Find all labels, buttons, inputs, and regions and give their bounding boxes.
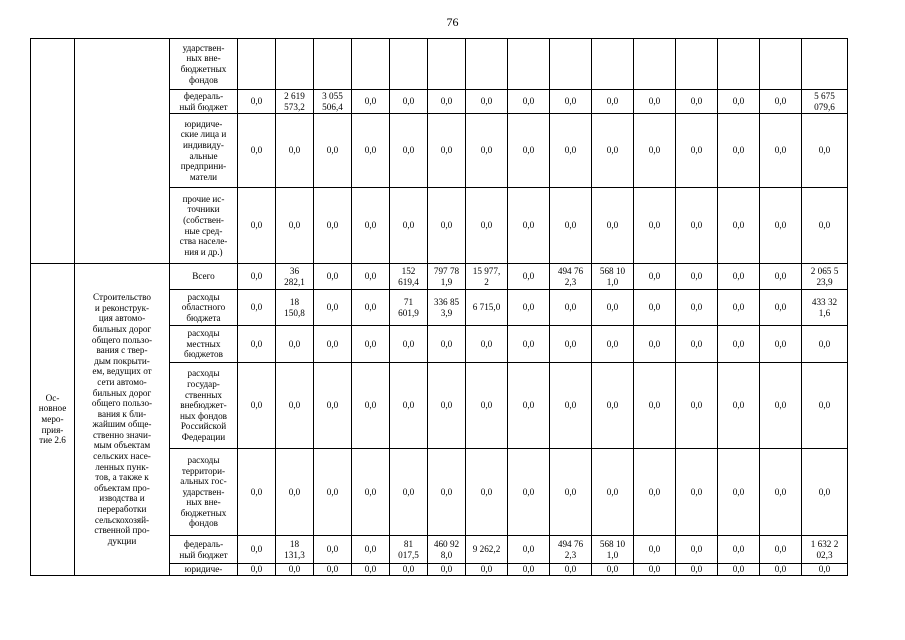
funding-source-cell: федераль- ный бюджет xyxy=(170,90,238,114)
value-cell: 0,0 xyxy=(428,449,466,536)
value-cell: 0,0 xyxy=(634,326,676,363)
value-cell: 0,0 xyxy=(428,90,466,114)
value-cell: 0,0 xyxy=(390,326,428,363)
value-cell: 0,0 xyxy=(466,114,508,188)
value-cell xyxy=(276,39,314,90)
value-cell: 0,0 xyxy=(390,449,428,536)
value-cell: 0,0 xyxy=(390,188,428,264)
value-cell: 568 10 1,0 xyxy=(592,264,634,290)
value-cell: 0,0 xyxy=(238,188,276,264)
value-cell: 0,0 xyxy=(718,326,760,363)
value-cell: 0,0 xyxy=(238,449,276,536)
value-cell: 0,0 xyxy=(390,90,428,114)
value-cell: 0,0 xyxy=(314,326,352,363)
value-cell: 0,0 xyxy=(314,536,352,564)
value-cell: 0,0 xyxy=(550,290,592,326)
value-cell: 0,0 xyxy=(634,290,676,326)
value-cell: 0,0 xyxy=(466,564,508,576)
value-cell: 0,0 xyxy=(760,449,802,536)
value-cell: 2 619 573,2 xyxy=(276,90,314,114)
value-cell: 0,0 xyxy=(352,326,390,363)
value-cell: 0,0 xyxy=(592,290,634,326)
page-number: 76 xyxy=(446,15,459,29)
value-cell: 6 715,0 xyxy=(466,290,508,326)
value-cell: 0,0 xyxy=(428,363,466,449)
value-cell: 0,0 xyxy=(676,564,718,576)
value-cell: 0,0 xyxy=(802,114,848,188)
value-cell: 0,0 xyxy=(634,449,676,536)
value-cell: 0,0 xyxy=(508,264,550,290)
value-cell: 18 150,8 xyxy=(276,290,314,326)
value-cell: 0,0 xyxy=(718,264,760,290)
value-cell: 0,0 xyxy=(314,564,352,576)
funding-source-cell: юридиче- xyxy=(170,564,238,576)
value-cell xyxy=(238,39,276,90)
value-cell: 0,0 xyxy=(352,264,390,290)
value-cell: 2 065 5 23,9 xyxy=(802,264,848,290)
value-cell xyxy=(592,39,634,90)
value-cell: 0,0 xyxy=(802,564,848,576)
value-cell: 0,0 xyxy=(550,449,592,536)
value-cell: 0,0 xyxy=(352,188,390,264)
value-cell: 81 017,5 xyxy=(390,536,428,564)
funding-source-cell: Всего xyxy=(170,264,238,290)
value-cell: 0,0 xyxy=(634,264,676,290)
value-cell: 9 262,2 xyxy=(466,536,508,564)
value-cell: 0,0 xyxy=(352,536,390,564)
value-cell: 336 85 3,9 xyxy=(428,290,466,326)
value-cell: 0,0 xyxy=(428,114,466,188)
value-cell: 494 76 2,3 xyxy=(550,536,592,564)
value-cell: 0,0 xyxy=(508,188,550,264)
value-cell: 0,0 xyxy=(718,449,760,536)
value-cell: 0,0 xyxy=(428,188,466,264)
value-cell: 152 619,4 xyxy=(390,264,428,290)
value-cell: 36 282,1 xyxy=(276,264,314,290)
value-cell: 0,0 xyxy=(550,90,592,114)
value-cell: 0,0 xyxy=(508,564,550,576)
value-cell: 0,0 xyxy=(238,264,276,290)
value-cell: 0,0 xyxy=(550,363,592,449)
event-description-cell: Строительство и реконструк- ция автомо- бильных дорог общего пользо- вания с твер- дым покрыти- ем, ведущих от сети автомо- бильных дорог общего пользо- вания к бли- жайшим обще- ственно значи- мым объектам сельских насе- ленных пунк- тов, а также к объектам про- изводства и переработки сельскохозяй- ственной про- дукции xyxy=(75,264,170,576)
value-cell: 0,0 xyxy=(428,564,466,576)
value-cell: 0,0 xyxy=(352,363,390,449)
funding-source-cell: федераль- ный бюджет xyxy=(170,536,238,564)
value-cell: 0,0 xyxy=(314,188,352,264)
value-cell xyxy=(760,39,802,90)
value-cell: 0,0 xyxy=(314,114,352,188)
value-cell: 0,0 xyxy=(676,90,718,114)
value-cell: 0,0 xyxy=(760,290,802,326)
value-cell: 0,0 xyxy=(352,90,390,114)
value-cell: 0,0 xyxy=(276,363,314,449)
table-row xyxy=(31,264,848,290)
value-cell: 0,0 xyxy=(550,326,592,363)
value-cell: 0,0 xyxy=(676,536,718,564)
value-cell: 0,0 xyxy=(592,114,634,188)
funding-source-cell: расходы областного бюджета xyxy=(170,290,238,326)
value-cell: 0,0 xyxy=(352,290,390,326)
value-cell: 0,0 xyxy=(718,290,760,326)
value-cell: 0,0 xyxy=(390,114,428,188)
value-cell: 0,0 xyxy=(760,536,802,564)
value-cell: 0,0 xyxy=(550,114,592,188)
value-cell: 0,0 xyxy=(466,449,508,536)
value-cell: 0,0 xyxy=(276,326,314,363)
value-cell: 0,0 xyxy=(802,449,848,536)
value-cell: 0,0 xyxy=(760,326,802,363)
value-cell: 0,0 xyxy=(238,114,276,188)
value-cell xyxy=(508,39,550,90)
value-cell xyxy=(718,39,760,90)
value-cell: 0,0 xyxy=(760,564,802,576)
budget-table xyxy=(30,38,848,576)
value-cell: 0,0 xyxy=(760,264,802,290)
value-cell xyxy=(676,39,718,90)
value-cell xyxy=(634,39,676,90)
value-cell: 0,0 xyxy=(314,363,352,449)
value-cell: 3 055 506,4 xyxy=(314,90,352,114)
event-cell xyxy=(31,39,75,264)
value-cell: 0,0 xyxy=(466,363,508,449)
value-cell xyxy=(428,39,466,90)
value-cell: 0,0 xyxy=(676,264,718,290)
value-cell: 0,0 xyxy=(760,114,802,188)
funding-source-cell: расходы государ- ственных внебюджет- ных фондов Российской Федерации xyxy=(170,363,238,449)
value-cell: 71 601,9 xyxy=(390,290,428,326)
value-cell: 0,0 xyxy=(508,114,550,188)
value-cell: 460 92 8,0 xyxy=(428,536,466,564)
value-cell: 0,0 xyxy=(428,326,466,363)
value-cell: 0,0 xyxy=(592,564,634,576)
value-cell: 0,0 xyxy=(276,188,314,264)
value-cell: 0,0 xyxy=(592,90,634,114)
value-cell: 0,0 xyxy=(718,363,760,449)
event-cell: Ос- новное меро- прия- тие 2.6 xyxy=(31,264,75,576)
value-cell: 0,0 xyxy=(802,188,848,264)
value-cell: 0,0 xyxy=(592,449,634,536)
value-cell: 797 78 1,9 xyxy=(428,264,466,290)
value-cell: 0,0 xyxy=(592,326,634,363)
value-cell: 0,0 xyxy=(314,449,352,536)
value-cell: 0,0 xyxy=(238,90,276,114)
value-cell: 0,0 xyxy=(718,90,760,114)
value-cell: 0,0 xyxy=(390,363,428,449)
value-cell: 0,0 xyxy=(238,363,276,449)
value-cell: 0,0 xyxy=(314,264,352,290)
value-cell: 0,0 xyxy=(718,536,760,564)
value-cell: 0,0 xyxy=(634,536,676,564)
value-cell: 0,0 xyxy=(238,564,276,576)
value-cell: 0,0 xyxy=(508,536,550,564)
value-cell: 0,0 xyxy=(508,363,550,449)
value-cell: 0,0 xyxy=(676,326,718,363)
value-cell: 0,0 xyxy=(508,326,550,363)
value-cell: 0,0 xyxy=(676,114,718,188)
value-cell: 0,0 xyxy=(276,449,314,536)
value-cell xyxy=(390,39,428,90)
value-cell xyxy=(466,39,508,90)
value-cell: 0,0 xyxy=(592,188,634,264)
value-cell: 0,0 xyxy=(238,536,276,564)
value-cell: 0,0 xyxy=(802,363,848,449)
value-cell: 0,0 xyxy=(760,90,802,114)
value-cell: 0,0 xyxy=(352,449,390,536)
value-cell: 433 32 1,6 xyxy=(802,290,848,326)
value-cell: 0,0 xyxy=(634,114,676,188)
value-cell: 0,0 xyxy=(634,363,676,449)
value-cell: 0,0 xyxy=(390,564,428,576)
value-cell xyxy=(352,39,390,90)
value-cell: 0,0 xyxy=(238,290,276,326)
value-cell: 0,0 xyxy=(760,363,802,449)
funding-source-cell: юридиче- ские лица и индивиду- альные предприни- матели xyxy=(170,114,238,188)
table-row xyxy=(31,39,848,90)
value-cell: 5 675 079,6 xyxy=(802,90,848,114)
value-cell: 0,0 xyxy=(508,449,550,536)
value-cell: 0,0 xyxy=(634,90,676,114)
value-cell xyxy=(550,39,592,90)
value-cell: 0,0 xyxy=(466,188,508,264)
funding-source-cell: прочие ис- точники (собствен- ные сред- ства населе- ния и др.) xyxy=(170,188,238,264)
value-cell: 0,0 xyxy=(718,564,760,576)
event-description-cell xyxy=(75,39,170,264)
value-cell: 1 632 2 02,3 xyxy=(802,536,848,564)
value-cell: 0,0 xyxy=(550,188,592,264)
value-cell xyxy=(802,39,848,90)
value-cell: 0,0 xyxy=(508,90,550,114)
value-cell: 0,0 xyxy=(466,90,508,114)
value-cell: 0,0 xyxy=(718,114,760,188)
value-cell: 0,0 xyxy=(276,114,314,188)
value-cell: 0,0 xyxy=(508,290,550,326)
value-cell xyxy=(314,39,352,90)
value-cell: 0,0 xyxy=(550,564,592,576)
value-cell: 0,0 xyxy=(314,290,352,326)
value-cell: 0,0 xyxy=(802,326,848,363)
value-cell: 0,0 xyxy=(352,114,390,188)
funding-source-cell: расходы местных бюджетов xyxy=(170,326,238,363)
value-cell: 494 76 2,3 xyxy=(550,264,592,290)
value-cell: 0,0 xyxy=(466,326,508,363)
value-cell: 0,0 xyxy=(352,564,390,576)
value-cell: 15 977, 2 xyxy=(466,264,508,290)
value-cell: 0,0 xyxy=(238,326,276,363)
value-cell: 0,0 xyxy=(676,449,718,536)
value-cell: 0,0 xyxy=(592,363,634,449)
value-cell: 0,0 xyxy=(276,564,314,576)
funding-source-cell: расходы территори- альных гос- ударствен- ных вне- бюджетных фондов xyxy=(170,449,238,536)
value-cell: 0,0 xyxy=(676,363,718,449)
value-cell: 568 10 1,0 xyxy=(592,536,634,564)
value-cell: 0,0 xyxy=(676,188,718,264)
value-cell: 0,0 xyxy=(760,188,802,264)
value-cell: 18 131,3 xyxy=(276,536,314,564)
value-cell: 0,0 xyxy=(634,188,676,264)
value-cell: 0,0 xyxy=(718,188,760,264)
value-cell: 0,0 xyxy=(634,564,676,576)
value-cell: 0,0 xyxy=(676,290,718,326)
funding-source-cell: ударствен- ных вне- бюджетных фондов xyxy=(170,39,238,90)
